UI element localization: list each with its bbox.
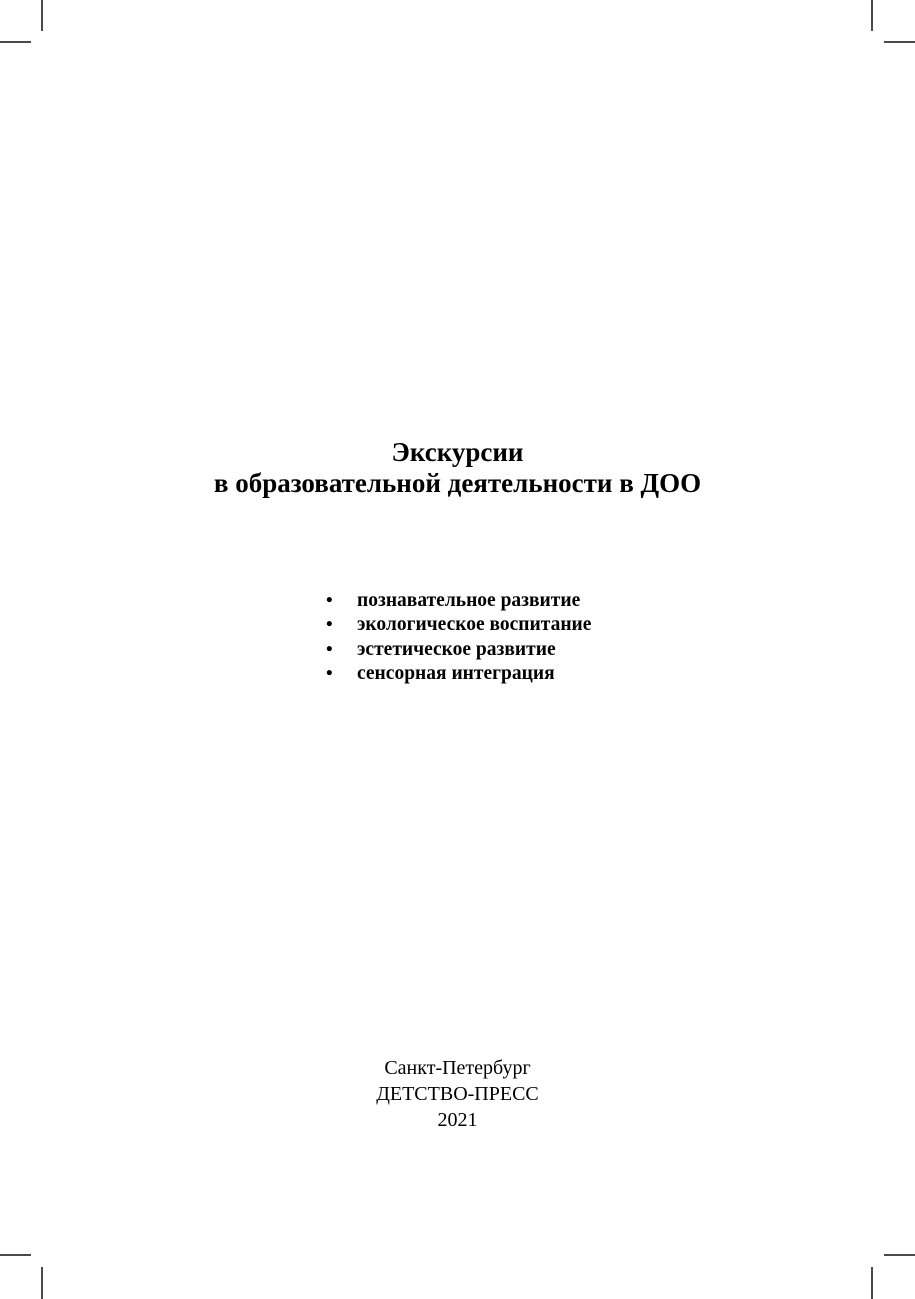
bullet-icon: • xyxy=(326,638,333,660)
crop-mark-bottom-right-vertical xyxy=(871,1267,873,1299)
topic-label: сенсорная интеграция xyxy=(357,663,555,685)
topic-label: эстетическое развитие xyxy=(357,638,556,660)
topic-label: познавательное развитие xyxy=(357,590,581,611)
imprint-city: Санкт-Петербург xyxy=(384,1057,531,1079)
crop-mark-top-left-vertical xyxy=(41,0,43,31)
list-item xyxy=(324,589,591,613)
topic-list xyxy=(324,589,591,687)
imprint-year: 2021 xyxy=(437,1109,478,1131)
crop-mark-top-right-horizontal xyxy=(884,41,915,43)
topic-label: экологическое воспитание xyxy=(357,614,592,636)
book-title xyxy=(0,437,915,499)
list-item xyxy=(324,662,591,686)
crop-mark-bottom-left-horizontal xyxy=(0,1254,31,1256)
crop-mark-bottom-left-vertical xyxy=(41,1267,43,1299)
imprint xyxy=(0,1055,915,1133)
crop-mark-bottom-right-horizontal xyxy=(884,1254,915,1256)
crop-mark-top-left-horizontal xyxy=(0,41,31,43)
bullet-icon: • xyxy=(326,590,333,611)
book-title-line2: в образовательной деятельности в ДОО xyxy=(213,468,702,498)
imprint-publisher: ДЕТСТВО-ПРЕСС xyxy=(376,1083,539,1105)
list-item xyxy=(324,613,591,637)
bullet-icon: • xyxy=(326,663,333,685)
book-title-line1: Экскурсии xyxy=(391,437,524,467)
list-item xyxy=(324,638,591,662)
bullet-icon: • xyxy=(326,614,333,636)
crop-mark-top-right-vertical xyxy=(871,0,873,31)
